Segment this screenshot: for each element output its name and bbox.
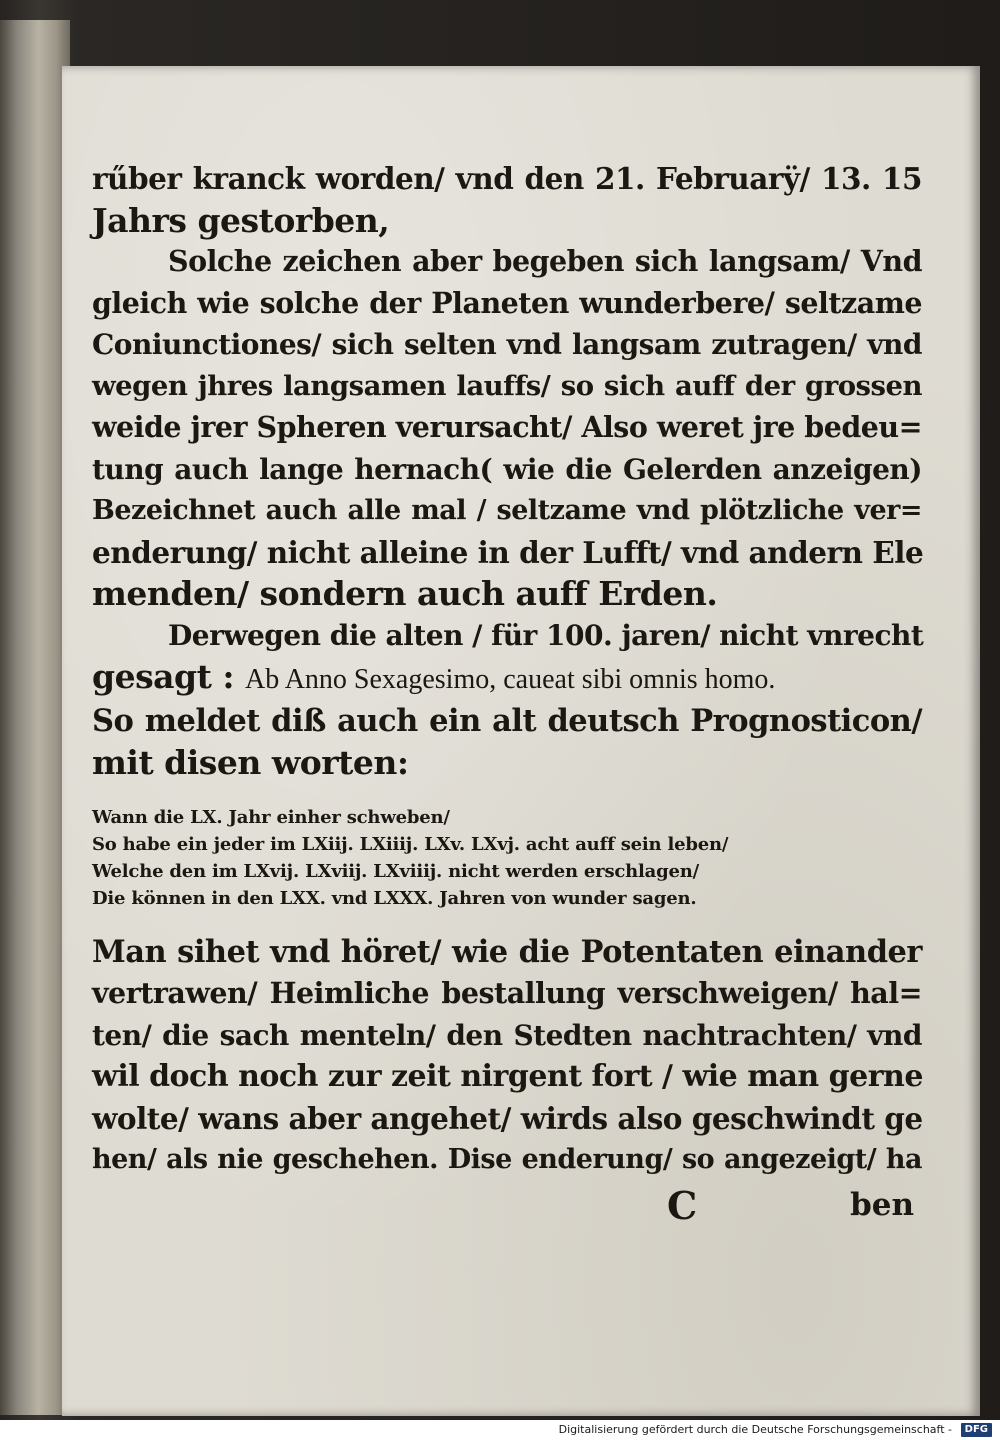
verse-line: So habe ein jeder im LXiij. LXiiij. LXv. LXvj. acht auff sein leben/ [92,833,729,855]
prose-line: rűber kranck worden/ vnd den 21. Februarÿ/ 13. 15 [92,161,922,196]
closing-line: hen/ als nie geschehen. Dise enderung/ so angezeigt/ ha [92,1144,922,1175]
closing-line: wil doch noch zur zeit nirgent fort / wie man gerne [92,1059,923,1094]
catchword: ben [850,1186,914,1223]
dfg-logo: DFG [961,1423,992,1437]
closing-line: wolte/ wans aber angehet/ wirds also geschwindt ge [92,1100,923,1136]
verse-block [92,804,922,912]
footer-credit: Digitalisierung gefördert durch die Deutsche Forschungsgemeinschaft - [558,1423,952,1436]
verse-line: Wann die LX. Jahr einher schweben/ [92,806,450,828]
prose-line: So meldet diß auch ein alt deutsch Prognosticon/ [92,702,922,739]
prose-line: enderung/ nicht alleine in der Lufft/ vnd andern Ele [92,534,924,570]
page-text [92,158,922,1229]
prose-fragment: gesagt : [92,657,235,696]
latin-quote: Ab Anno Sexagesimo, caueat sibi omnis homo. [245,664,776,695]
prose-line: mit disen worten: [92,743,409,782]
prose-line: Coniunctiones/ sich selten vnd langsam zutragen/ vnd [92,328,922,361]
prose-line: Solche zeichen aber begeben sich langsam/ Vnd [168,244,922,278]
prose-line: tung auch lange hernach( wie die Gelerden anzeigen) [92,452,922,486]
prose-line: weide jrer Spheren verursacht/ Also weret jre bedeu= [92,410,922,444]
verse-line: Die können in den LXX. vnd LXXX. Jahren von wunder sagen. [92,887,697,909]
prose-line: Bezeichnet auch alle mal / seltzame vnd plötzliche ver= [92,495,922,526]
signature-mark: C [667,1182,698,1228]
closing-line: vertrawen/ Heimliche bestallung verschweigen/ hal= [92,976,922,1010]
prose-line-latin [92,656,922,701]
book-page [62,66,980,1416]
book-edge [0,20,70,1415]
prose-line: wegen jhres langsamen lauffs/ so sich auff der grossen [92,369,922,402]
closing-line: Man sihet vnd höret/ wie die Potentaten einander [92,933,922,970]
page-foot [92,1183,922,1229]
prose-line: Jahrs gestorben, [92,200,390,240]
footer-bar [0,1420,1000,1440]
prose-line: Derwegen die alten / für 100. jaren/ nicht vnrecht [168,618,924,652]
prose-line: menden/ sondern auch auff Erden. [92,574,718,613]
prose-line: gleich wie solche der Planeten wunderbere/ seltzame [92,285,922,320]
closing-line: ten/ die sach menteln/ den Stedten nachtrachten/ vnd [92,1018,922,1052]
verse-line: Welche den im LXvij. LXviij. LXviiij. nicht werden erschlagen/ [92,860,700,882]
